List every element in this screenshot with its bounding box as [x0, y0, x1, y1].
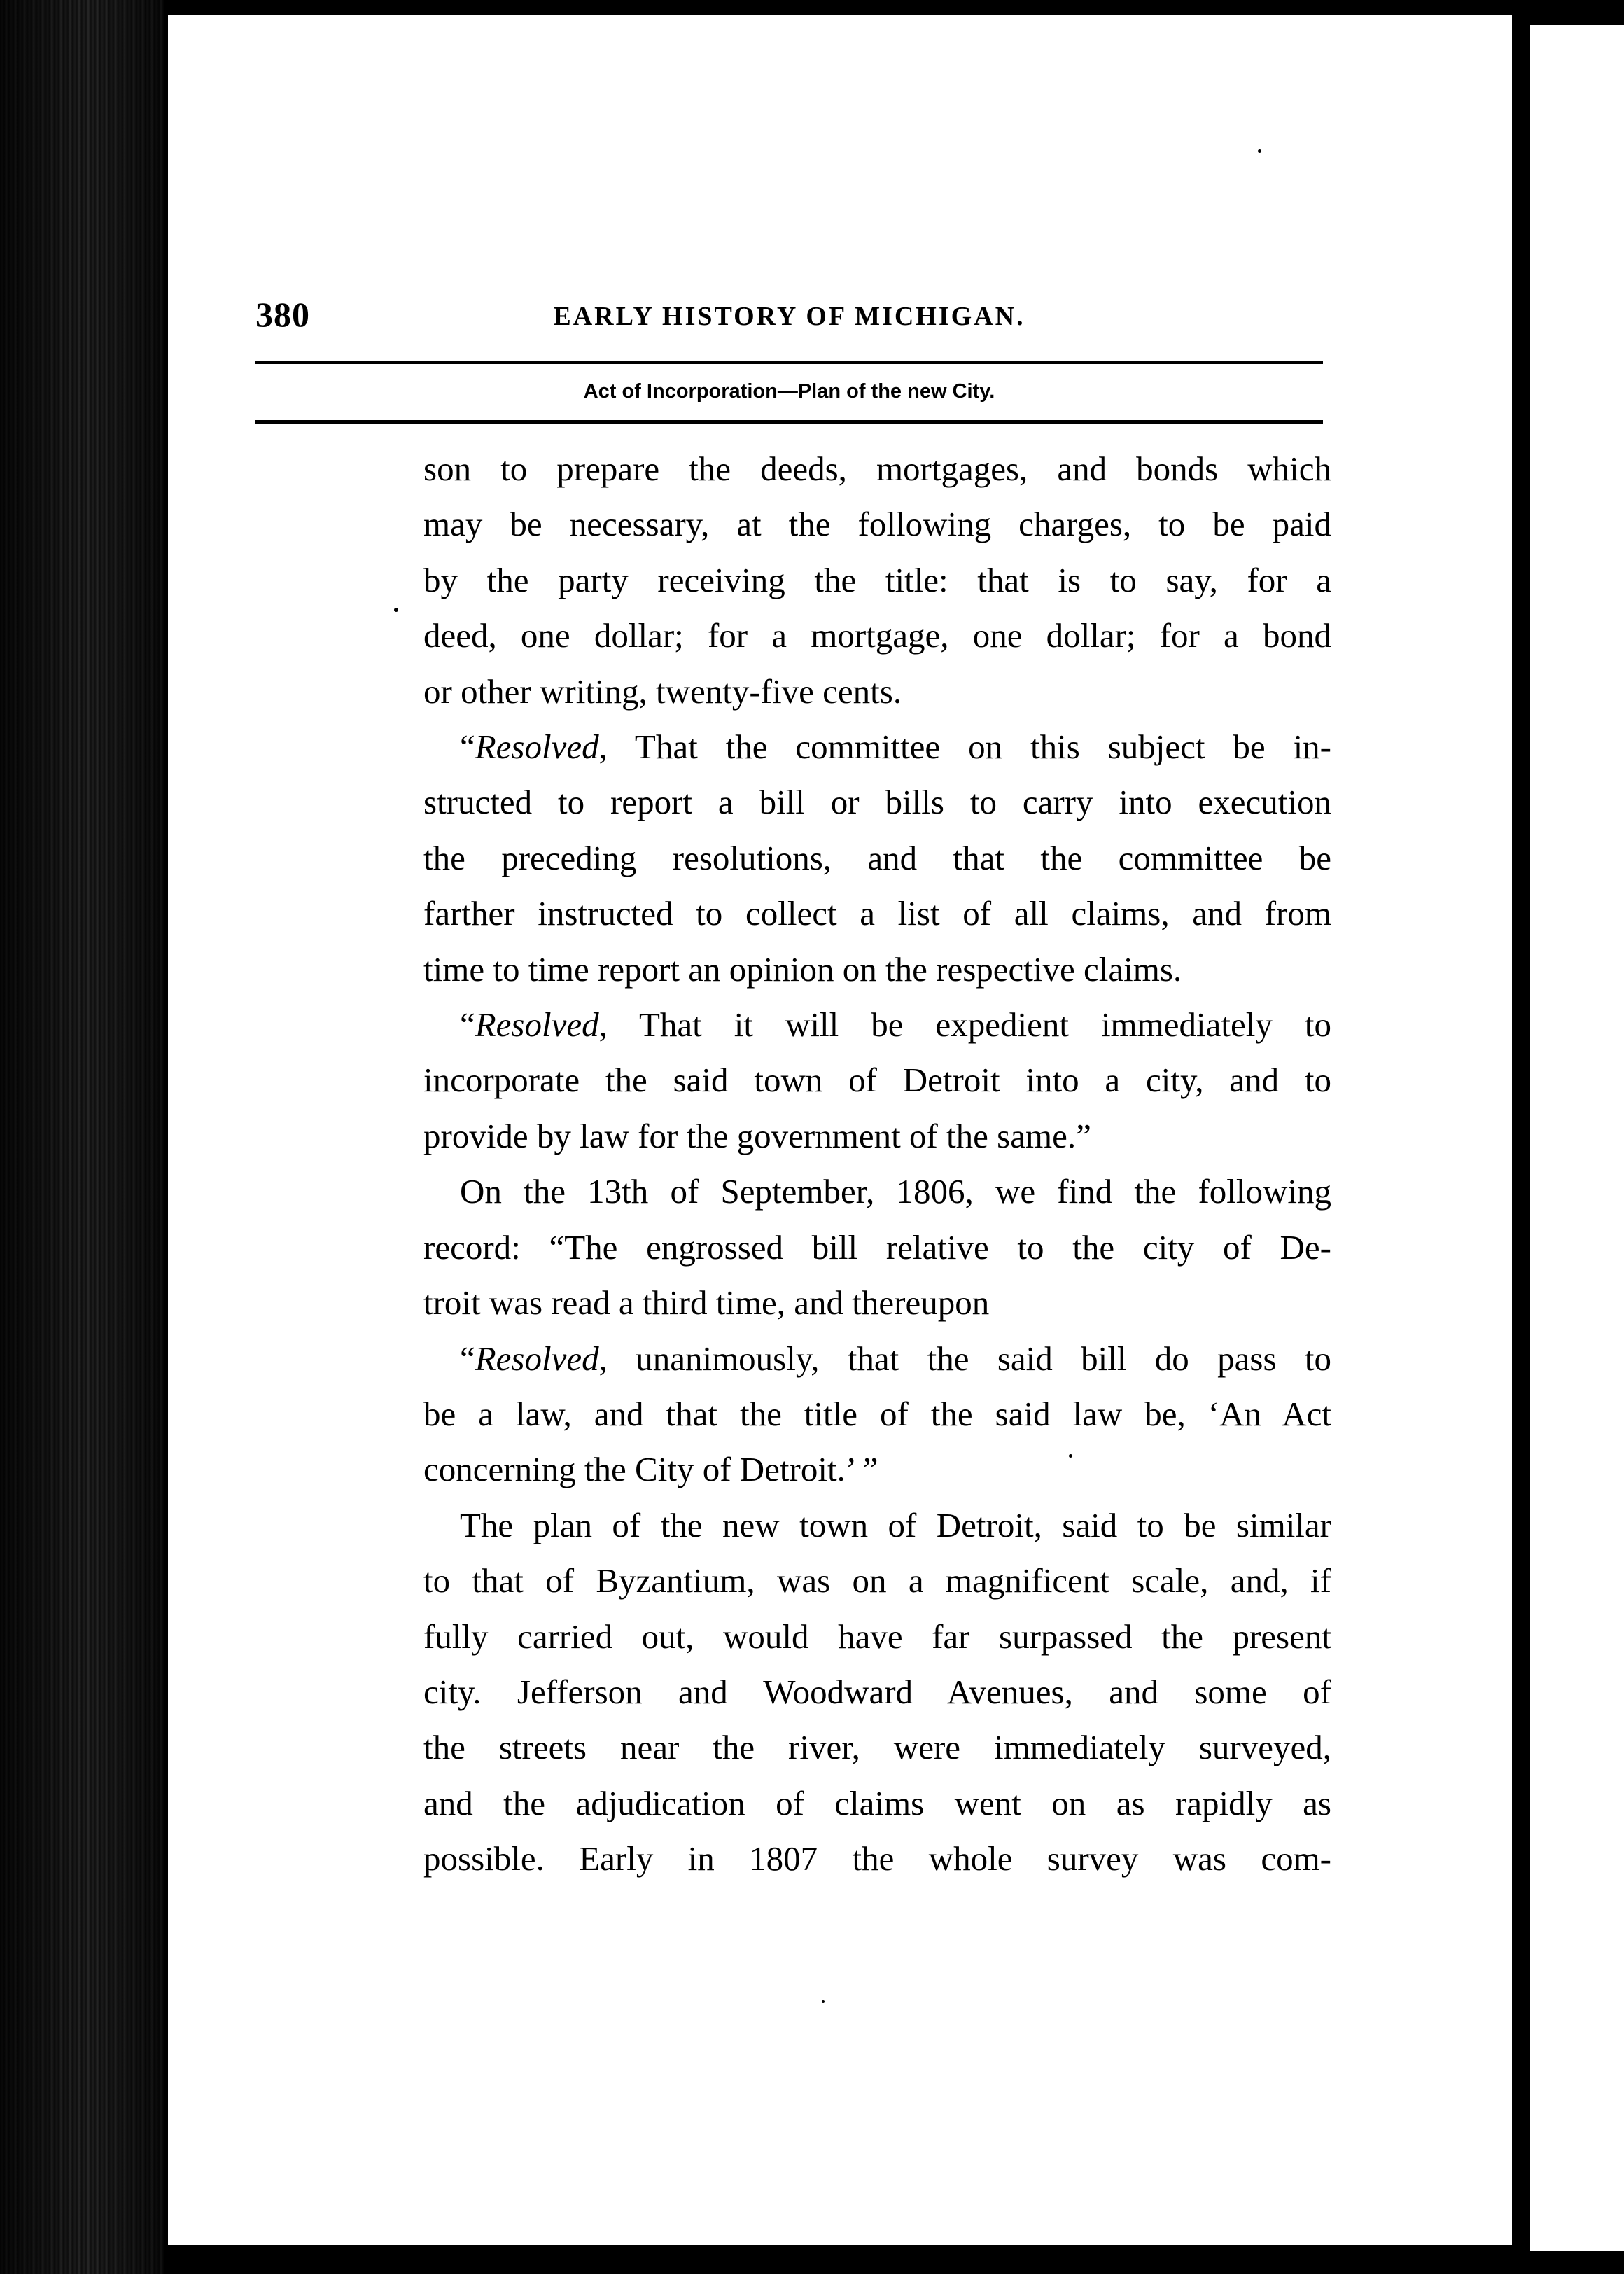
text-line: the preceding resolutions, and that the committee be: [424, 838, 1331, 877]
text-line: may be necessary, at the following charges, to be paid: [424, 505, 1331, 544]
text-line: possible. Early in 1807 the whole survey was com-: [424, 1839, 1331, 1878]
text-line: On the 13th of September, 1806, we find the following: [460, 1172, 1331, 1211]
resolved-italic: Resolved: [475, 1339, 599, 1378]
text-line: “Resolved, That the committee on this subject be in-: [460, 727, 1331, 767]
text-line: troit was read a third time, and thereupon: [424, 1283, 990, 1323]
facing-page-edge: [1519, 25, 1624, 2251]
text-line: provide by law for the government of the same.”: [424, 1116, 1091, 1155]
text-line: time to time report an opinion on the respective claims.: [424, 949, 1182, 989]
header-rule-top: [255, 361, 1323, 364]
text-line: The plan of the new town of Detroit, said to be similar: [460, 1505, 1331, 1544]
text-line: “Resolved, That it will be expedient immediately to: [460, 1005, 1331, 1045]
text-line: fully carried out, would have far surpassed the present: [424, 1617, 1331, 1656]
resolved-italic: Resolved: [475, 727, 599, 767]
section-subhead: Act of Incorporation—Plan of the new City.: [583, 380, 995, 403]
text-line: son to prepare the deeds, mortgages, and bonds which: [424, 449, 1331, 488]
text-line: or other writing, twenty-five cents.: [424, 671, 902, 711]
text-line: to that of Byzantium, was on a magnificent scale, and, if: [424, 1561, 1331, 1600]
text-line: and the adjudication of claims went on as rapidly as: [424, 1783, 1331, 1822]
header-rule-bottom: [255, 420, 1323, 424]
page-header: [255, 294, 1323, 350]
text-line: “Resolved, unanimously, that the said bill do pass to: [460, 1339, 1331, 1378]
resolved-italic: Resolved: [475, 1005, 599, 1045]
text-line: incorporate the said town of Detroit into a city, and to: [424, 1061, 1331, 1100]
text-line: structed to report a bill or bills to carry into execution: [424, 783, 1331, 822]
text-line: city. Jefferson and Woodward Avenues, and some of: [424, 1672, 1331, 1711]
scan-speck: [394, 608, 398, 612]
book-binding: [0, 0, 164, 2274]
text-line: concerning the City of Detroit.’ ”: [424, 1450, 878, 1489]
text-line: the streets near the river, were immediately surveyed,: [424, 1728, 1331, 1767]
body-text: [424, 441, 1331, 1887]
page-number: 380: [255, 295, 310, 334]
scan-speck: [822, 2000, 825, 2003]
text-line: deed, one dollar; for a mortgage, one dollar; for a bond: [424, 616, 1331, 655]
text-line: farther instructed to collect a list of all claims, and from: [424, 894, 1331, 933]
scan-speck: [1069, 1454, 1072, 1458]
text-line: record: “The engrossed bill relative to the city of De-: [424, 1227, 1331, 1267]
text-line: by the party receiving the title: that is to say, for a: [424, 560, 1331, 599]
text-line: be a law, and that the title of the said law be, ‘An Act: [424, 1394, 1331, 1433]
scan-speck: [1278, 0, 1298, 10]
running-title: EARLY HISTORY OF MICHIGAN.: [553, 302, 1026, 331]
scan-speck: [1258, 149, 1261, 153]
